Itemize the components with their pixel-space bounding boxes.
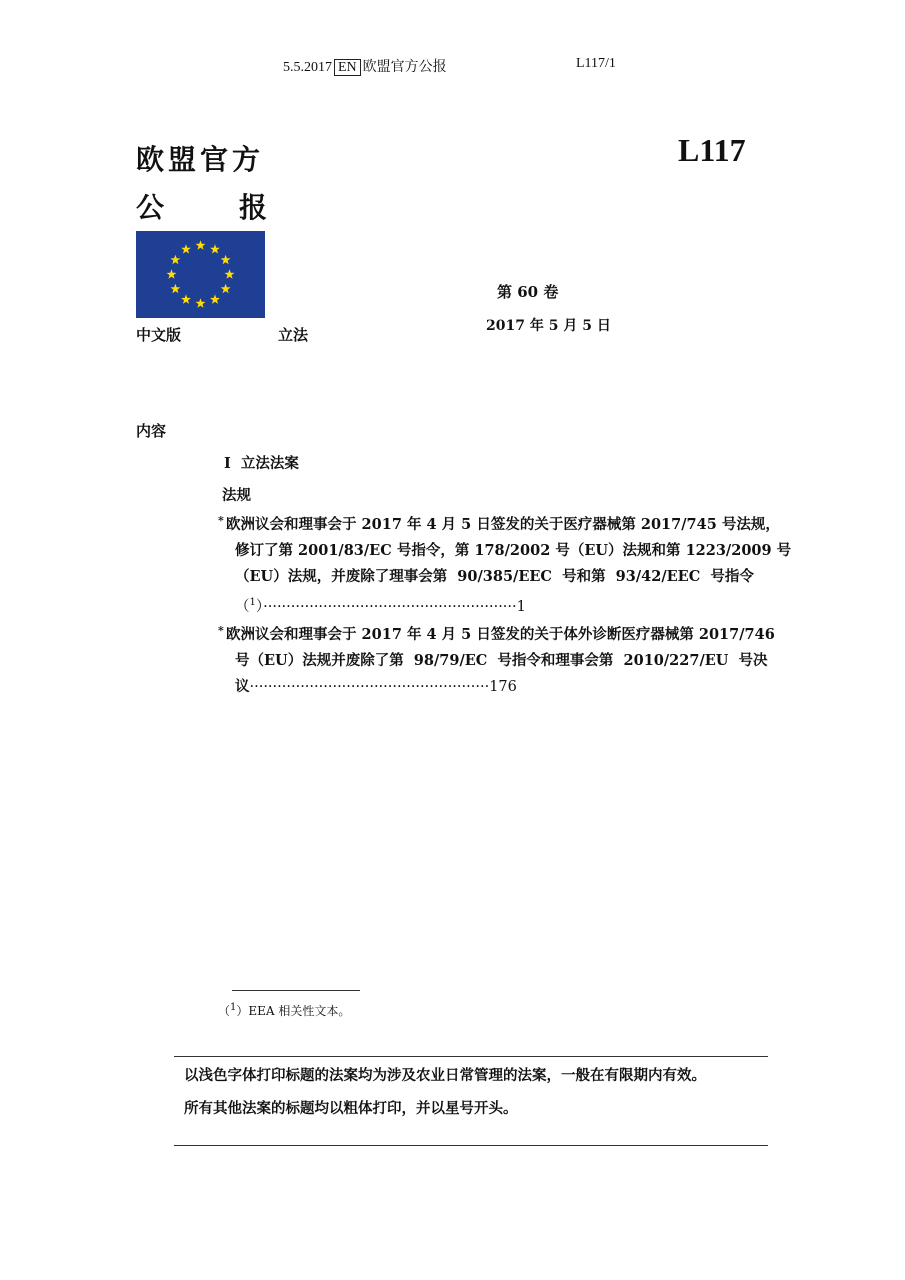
- footnote-number: 1: [230, 1002, 237, 1013]
- leader-dots: ····················································: [249, 679, 490, 695]
- entry-line: 修订了第 2001/83/EC 号指令，第 178/2002 号（EU）法规和第 1223/2009 号: [235, 542, 792, 559]
- flag-star-icon: [181, 244, 191, 253]
- flag-star-icon: [221, 284, 231, 293]
- header-journal: 欧盟官方公报: [362, 60, 447, 75]
- running-header: [283, 56, 447, 76]
- entry-line: 号（EU）法规并废除了第 98/79/EC 号指令和理事会第 2010/227/EU 号决: [235, 652, 768, 669]
- notice-line-1: 以浅色字体打印标题的法案均为涉及农业日常管理的法案，一般在有限期内有效。: [184, 1067, 706, 1084]
- contents-entry[interactable]: [218, 622, 775, 700]
- flag-star-icon: [221, 255, 231, 264]
- flag-star-icon: [210, 244, 220, 253]
- footnote-text: EEA 相关性文本。: [248, 1004, 351, 1018]
- flag-star-icon: [181, 294, 191, 303]
- entry-last-line: [226, 674, 766, 700]
- issue-date: 2017 年 5 月 5 日: [486, 318, 611, 334]
- eu-flag: [136, 231, 265, 318]
- footnote: （$^1$）EEA 相关性文本。: [218, 1002, 351, 1018]
- journal-title-line2-a: 公: [136, 191, 169, 224]
- issue-code: L117: [678, 132, 746, 168]
- star-marker: *: [218, 624, 224, 637]
- leader-dots: ·······················································: [263, 598, 517, 615]
- edition-label: 中文版: [136, 326, 182, 344]
- subsection-heading: 法规: [222, 487, 251, 504]
- series-label: 立法: [278, 326, 309, 344]
- header-language-box: EN: [334, 59, 361, 76]
- flag-star-icon: [170, 284, 180, 293]
- star-marker: *: [218, 514, 224, 527]
- entry-last-line: （$^1$）·······················································1: [235, 597, 526, 615]
- page-number: 176: [489, 679, 517, 695]
- flag-star-icon: [167, 269, 177, 278]
- page-number: 1: [516, 598, 526, 615]
- flag-star-icon: [170, 255, 180, 264]
- notice-line-2: 所有其他法案的标题均以粗体打印，并以星号开头。: [184, 1100, 518, 1117]
- flag-star-icon: [225, 269, 235, 278]
- flag-star-icon: [210, 294, 220, 303]
- footnote-rule: [232, 990, 360, 991]
- footnote-ref: 1: [249, 597, 256, 608]
- journal-title-line2-b: 报: [239, 191, 272, 224]
- entry-line: （EU）法规，并废除了理事会第 90/385/EEC 号和第 93/42/EEC 号指令: [235, 568, 754, 585]
- notice-bottom-rule: [174, 1145, 768, 1146]
- header-page-ref: L117/1: [576, 56, 616, 71]
- header-date: 5.5.2017: [283, 60, 332, 75]
- eu-stars-icon: [136, 231, 265, 318]
- section-heading: I 立法法案: [224, 455, 299, 472]
- volume-label: 第 60 卷: [497, 283, 559, 301]
- notice-top-rule: [174, 1056, 768, 1057]
- contents-entry[interactable]: [218, 512, 792, 620]
- contents-label: 内容: [136, 422, 167, 440]
- flag-star-icon: [196, 240, 206, 249]
- entry-line: 议: [235, 678, 250, 695]
- entry-line: 欧洲议会和理事会于 2017 年 4 月 5 日签发的关于体外诊断医疗器械第 2017/746: [226, 626, 775, 643]
- flag-star-icon: [196, 298, 206, 307]
- journal-title-line1: 欧盟官方: [136, 143, 265, 176]
- entry-line: 欧洲议会和理事会于 2017 年 4 月 5 日签发的关于医疗器械第 2017/745 号法规，: [226, 516, 780, 533]
